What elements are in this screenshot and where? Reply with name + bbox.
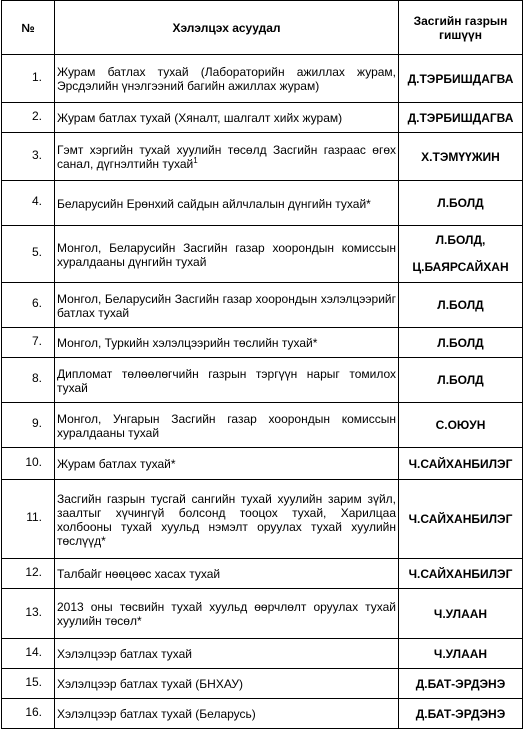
row-topic-text: Монгол, Беларусийн Засгийн газар хоорондын комиссын хуралдааны дүнгийн тухай <box>57 240 396 269</box>
row-number-label: 10. <box>25 454 42 469</box>
row-number <box>2 283 55 328</box>
row-topic <box>55 181 399 226</box>
row-member <box>399 589 523 639</box>
row-member <box>399 358 523 403</box>
row-member <box>399 328 523 358</box>
row-number-label: 16. <box>25 704 42 719</box>
row-member-name: Х.ТЭМҮҮЖИН <box>421 149 500 164</box>
row-member-names: Л.БОЛД, Ц.БАЯРСАЙХАН <box>412 233 509 274</box>
row-number <box>2 448 55 480</box>
row-number-label: 12. <box>25 564 42 579</box>
row-member <box>399 480 523 559</box>
row-member-name: Д.БАТ-ЭРДЭНЭ <box>415 676 506 691</box>
row-member-name: Д.БАТ-ЭРДЭНЭ <box>415 706 506 721</box>
row-member-name: Л.БОЛД <box>437 335 484 350</box>
table-row <box>2 559 523 589</box>
row-member <box>399 669 523 699</box>
table-row <box>2 358 523 403</box>
row-topic-text: Журам батлах тухай (Лабораторийн ажиллах журам, Эрсдэлийн үнэлгээний багийн ажиллах журам) <box>57 65 396 93</box>
row-number <box>2 559 55 589</box>
row-topic <box>55 639 399 669</box>
row-topic-text: Засгийн газрын тусгай сангийн тухай хуулийн зарим зүйл, заалтыг хүчингүй болсонд тооцох тухай, Харилцаа холбооны тухай хуульд нэмэлт оруулах тухай хуулийн төслүүд* <box>57 491 396 548</box>
row-topic <box>55 448 399 480</box>
row-topic <box>55 559 399 589</box>
agenda-table <box>1 0 523 729</box>
row-topic-text: Журам батлах тухай (Хяналт, шалгалт хийх журам) <box>57 111 343 125</box>
header-number: № <box>2 1 55 55</box>
row-topic <box>55 328 399 358</box>
row-topic <box>55 403 399 448</box>
row-number <box>2 480 55 559</box>
row-number <box>2 181 55 226</box>
row-member-name: Ч.САЙХАНБИЛЭГ <box>408 456 513 471</box>
row-topic-text: Беларусийн Ерөнхий сайдын айлчлалын дүнгийн тухай* <box>57 196 371 211</box>
header-member-label: Засгийн газрын гишүүн <box>413 13 508 42</box>
table-row <box>2 639 523 669</box>
row-member-name: Д.ТЭРБИШДАГВА <box>407 110 514 125</box>
row-member-name: Ч.САЙХАНБИЛЭГ <box>408 566 513 581</box>
table-row <box>2 403 523 448</box>
table-row <box>2 133 523 181</box>
row-number-label: 9. <box>31 416 42 430</box>
row-number-label: 8. <box>31 371 42 385</box>
row-topic-text: Дипломат төлөөлөгчийн газрын тэргүүн нарыг томилох тухай <box>57 366 396 395</box>
row-member <box>399 226 523 283</box>
row-topic <box>55 283 399 328</box>
header-topic: Хэлэлцэх асуудал <box>55 1 399 55</box>
row-member-name: С.ОЮУН <box>435 418 486 432</box>
row-number <box>2 358 55 403</box>
row-number <box>2 669 55 699</box>
table-row <box>2 448 523 480</box>
row-number-label: 6. <box>31 296 42 310</box>
row-number-label: 4. <box>31 194 42 208</box>
row-topic <box>55 55 399 103</box>
row-topic <box>55 133 399 181</box>
row-number <box>2 103 55 133</box>
row-topic <box>55 480 399 559</box>
table-row <box>2 103 523 133</box>
table-row <box>2 480 523 559</box>
row-number <box>2 55 55 103</box>
table-header-row <box>2 1 523 55</box>
row-topic <box>55 669 399 699</box>
row-topic <box>55 589 399 639</box>
row-number <box>2 328 55 358</box>
table-row <box>2 55 523 103</box>
row-member <box>399 403 523 448</box>
table-row <box>2 283 523 328</box>
row-topic <box>55 699 399 729</box>
row-topic-text: Талбайг нөөцөөс хасах тухай <box>57 567 221 581</box>
row-number-label: 2. <box>31 108 42 123</box>
row-topic-text: Хэлэлцээр батлах тухай <box>57 647 192 661</box>
row-topic-text: Монгол, Туркийн хэлэлцээрийн төслийн тухай* <box>57 336 318 350</box>
table-row <box>2 181 523 226</box>
row-topic <box>55 103 399 133</box>
row-number-label: 1. <box>31 69 42 84</box>
row-topic <box>55 226 399 283</box>
footnote-mark: 1 <box>193 156 198 165</box>
row-member-name: Ч.УЛААН <box>433 606 488 621</box>
table-row <box>2 328 523 358</box>
row-member-name: Л.БОЛД <box>437 298 484 312</box>
row-member <box>399 448 523 480</box>
row-number-label: 13. <box>25 604 42 619</box>
row-member <box>399 103 523 133</box>
header-member <box>399 1 523 55</box>
row-member-name: Ч.УЛААН <box>433 646 488 661</box>
row-topic-text: Гэмт хэргийн тухай хуулийн төсөлд Засгийн газраас өгөх санал, дүгнэлтийн тухай <box>57 143 396 171</box>
row-member <box>399 639 523 669</box>
row-topic-text: Хэлэлцээр батлах тухай (Беларусь) <box>57 707 256 721</box>
row-member-name: Д.ТЭРБИШДАГВА <box>407 71 514 86</box>
row-topic-text: 2013 оны төсвийн тухай хуульд өөрчлөлт оруулах тухай хуулийн төсөл* <box>57 600 396 628</box>
row-number <box>2 226 55 283</box>
row-number <box>2 699 55 729</box>
row-number-label: 14. <box>25 644 42 659</box>
row-number <box>2 639 55 669</box>
table-row <box>2 669 523 699</box>
row-number-label: 7. <box>31 333 42 348</box>
row-topic <box>55 358 399 403</box>
table-row <box>2 589 523 639</box>
row-number <box>2 133 55 181</box>
row-topic-text: Хэлэлцээр батлах тухай (БНХАУ) <box>57 677 243 691</box>
table-row <box>2 226 523 283</box>
row-number-label: 3. <box>31 147 42 162</box>
row-member-name: Ч.САЙХАНБИЛЭГ <box>408 512 513 526</box>
row-member <box>399 559 523 589</box>
row-number-label: 15. <box>25 674 42 689</box>
row-member <box>399 133 523 181</box>
row-member <box>399 181 523 226</box>
table-row <box>2 699 523 729</box>
row-topic-text: Журам батлах тухай* <box>57 457 176 471</box>
row-member <box>399 283 523 328</box>
row-number <box>2 589 55 639</box>
row-topic-text: Монгол, Беларусийн Засгийн газар хоорондын хэлэлцээрийг батлах тухай <box>57 291 396 320</box>
row-topic-text: Монгол, Унгарын Засгийн газар хоорондын комиссын хуралдааны тухай <box>57 411 396 440</box>
row-number-label: 5. <box>31 245 42 259</box>
row-member <box>399 699 523 729</box>
row-member-name: Л.БОЛД <box>437 196 484 210</box>
row-member <box>399 55 523 103</box>
row-number-label: 11. <box>26 510 42 524</box>
row-member-name: Л.БОЛД <box>437 373 484 387</box>
row-number <box>2 403 55 448</box>
